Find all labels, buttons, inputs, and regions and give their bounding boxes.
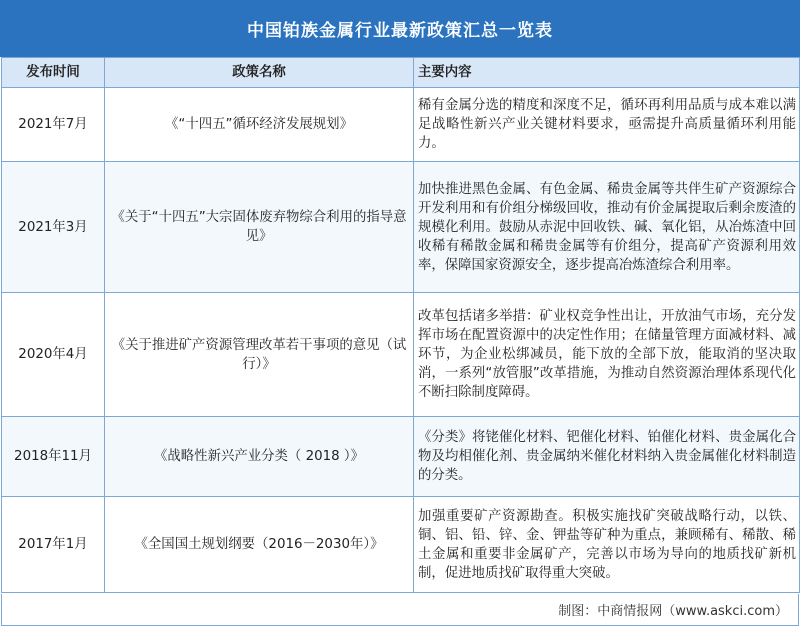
row-policy-name: 《战略性新兴产业分类（ 2018 ）》: [105, 417, 414, 497]
row-policy-name: 《“十四五”循环经济发展规划》: [105, 88, 414, 162]
header-date: 发布时间: [2, 58, 105, 88]
row-policy-name: 《全国国土规划纲要（2016－2030年）》: [105, 497, 414, 593]
table-row: [2, 293, 800, 417]
table-title: 中国铂族金属行业最新政策汇总一览表: [0, 0, 800, 57]
header-content: 主要内容: [414, 58, 800, 88]
row-content: 《分类》将铑催化材料、钯催化材料、铂催化材料、贵金属化合物及均相催化剂、贵金属纳米催化材料纳入贵金属催化材料制造的分类。: [414, 417, 800, 497]
row-content: 稀有金属分选的精度和深度不足，循环再利用品质与成本难以满足战略性新兴产业关键材料要求，亟需提升高质量循环利用能力。: [414, 88, 800, 162]
row-content: 加快推进黑色金属、有色金属、稀贵金属等共伴生矿产资源综合开发利用和有价组分梯级回收，推动有价金属提取后剩余废渣的规模化利用。鼓励从赤泥中回收铁、碱、氧化铝，从冶炼渣中回收稀有稀散金属和稀贵金属等有价组分，提高矿产资源利用效率，保障国家资源安全，逐步提高冶炼渣综合利用率。: [414, 162, 800, 293]
row-content: 改革包括诸多举措：矿业权竞争性出让，开放油气市场，充分发挥市场在配置资源中的决定性作用；在储量管理方面减材料、减环节，为企业松绑减员，能下放的全部下放，能取消的坚决取消，一系列“放管服”改革措施，为推动自然资源治理体系现代化不断扫除制度障碍。: [414, 293, 800, 417]
header-name: 政策名称: [105, 58, 414, 88]
row-policy-name: 《关于“十四五”大宗固体废弃物综合利用的指导意见》: [105, 162, 414, 293]
row-content: 加强重要矿产资源勘查。积极实施找矿突破战略行动，以铁、铜、铝、铅、锌、金、钾盐等矿种为重点，兼顾稀有、稀散、稀土金属和重要非金属矿产，完善以市场为导向的地质找矿新机制，促进地质找矿取得重大突破。: [414, 497, 800, 593]
source-credit: 制图：中商情报网（www.askci.com）: [1, 594, 799, 626]
row-date: 2018年11月: [2, 417, 105, 497]
policy-table: [1, 57, 800, 593]
row-date: 2017年1月: [2, 497, 105, 593]
table-row: [2, 417, 800, 497]
header-row: [2, 58, 800, 88]
row-date: 2021年7月: [2, 88, 105, 162]
table-row: [2, 88, 800, 162]
table-row: [2, 162, 800, 293]
table-row: [2, 497, 800, 593]
row-policy-name: 《关于推进矿产资源管理改革若干事项的意见（试行）》: [105, 293, 414, 417]
row-date: 2020年4月: [2, 293, 105, 417]
row-date: 2021年3月: [2, 162, 105, 293]
